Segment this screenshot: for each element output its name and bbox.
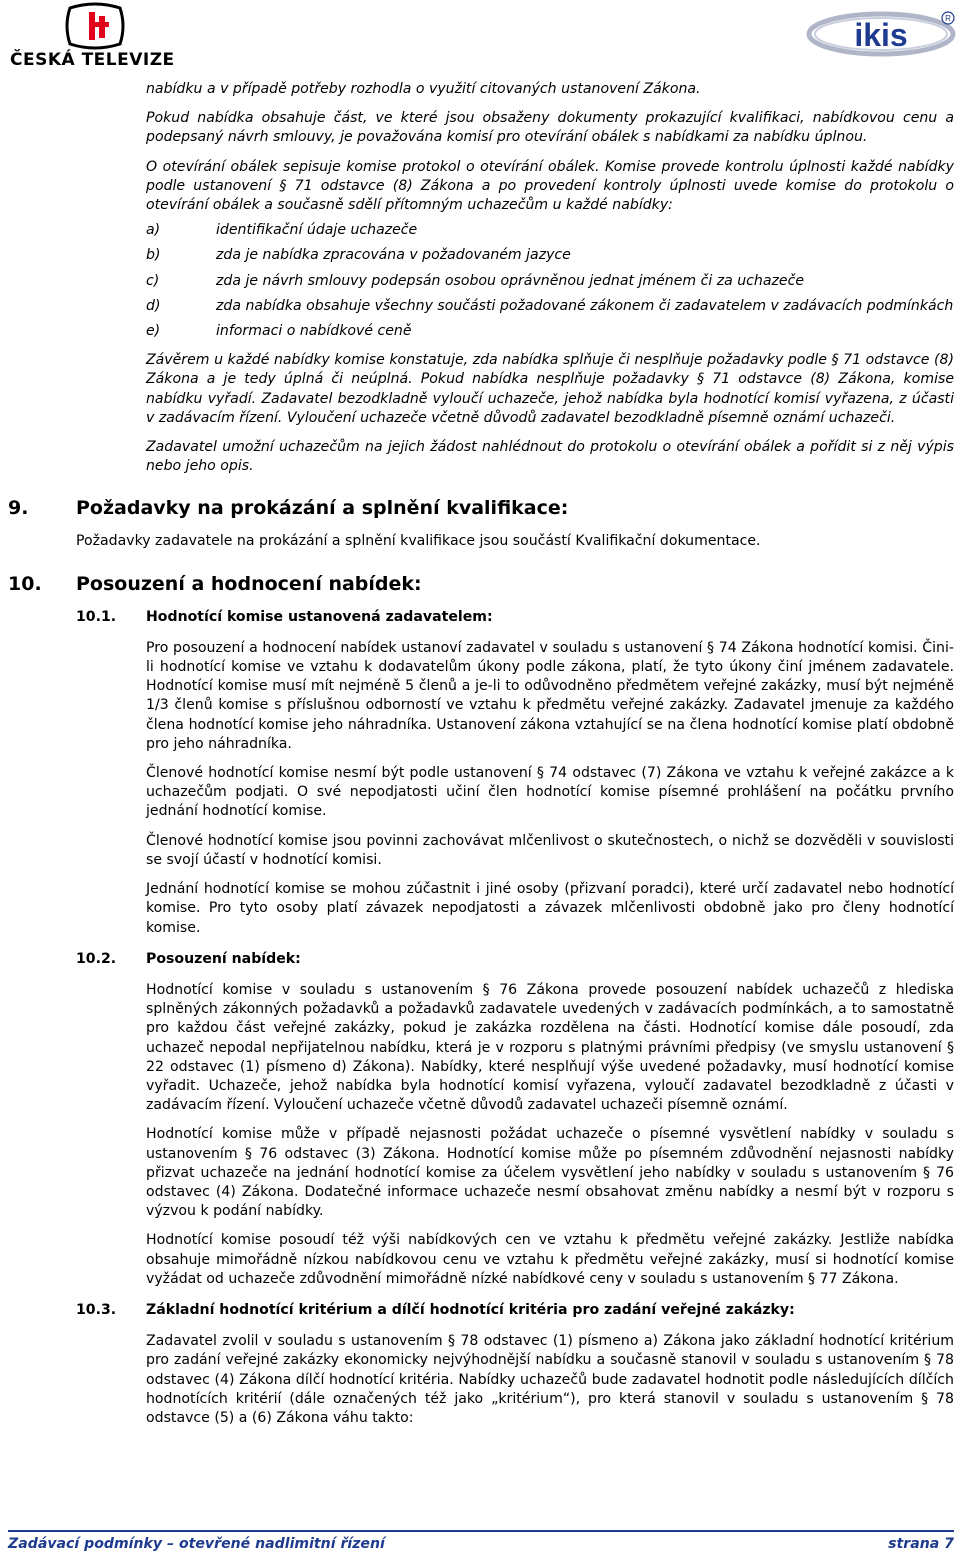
subsection-number: 10.1.: [76, 608, 117, 625]
paragraph: Jednání hodnotící komise se mohou zúčastnit i jiné osoby (přizvaní poradci), které určí zadavatel nebo hodnotící komise. Pro tyto osoby platí závazek nepodjatosti a závazek mlčenlivosti obdobně jako pro členy hodnotící komise.: [146, 881, 954, 936]
footer-page-number: strana 7: [888, 1536, 954, 1552]
section-heading-10: [8, 572, 960, 596]
list-label: d): [146, 297, 161, 314]
list-text: identifikační údaje uchazeče: [216, 222, 418, 239]
paragraph: Členové hodnotící komise jsou povinni zachovávat mlčenlivost o skutečnostech, o nichž se dozvěděli v souvislosti se svojí účastí v hodnotící komisi.: [146, 832, 954, 868]
paragraph: O otevírání obálek sepisuje komise protokol o otevírání obálek. Komise provede kontrolu úplnosti každé nabídky podle ustanovení § 71 odstavce (8) Zákona a po provedení kontroly úplnosti uvede komise do protokolu o otevírání obálek a současně sdělí přítomným uchazečům u každé nabídky:: [146, 158, 954, 214]
section-heading-9: [8, 496, 960, 520]
page-footer: [8, 1530, 954, 1552]
subsection-title: Posouzení nabídek:: [146, 950, 301, 967]
list-item: [146, 322, 954, 341]
list-text: zda nabídka obsahuje všechny součásti požadované zákonem či zadavatelem v zadávacích podmínkách: [216, 297, 954, 314]
paragraph: Pro posouzení a hodnocení nabídek ustanoví zadavatel v souladu s ustanovení § 74 Zákona hodnotící komisi. Čini-li hodnotící komise ve vztahu k dodavatelům úkony podle zákona, platí, že tyto úkony činí jménem zadavatele. Hodnotící komise musí mít nejméně 5 členů a je-li to odůvodněno předmětem veřejné zakázky, musí být nejméně 1/3 členů komise s příslušnou odborností ve vztahu k předmětu veřejné zakázky. Zadavatel jmenuje za každého člena hodnotící komise jeho náhradníka. Ustanovení zákona vztahující se na člena hodnotící komise platí obdobně pro jeho náhradníka.: [146, 639, 954, 752]
document-body: [0, 80, 960, 1428]
subsection-title: Základní hodnotící kritérium a dílčí hodnotící kritéria pro zadání veřejné zakázky:: [146, 1301, 795, 1318]
ikis-logo: [806, 8, 956, 62]
list-label: a): [146, 222, 161, 239]
paragraph: nabídku a v případě potřeby rozhodla o využití citovaných ustanovení Zákona.: [146, 81, 701, 97]
list-text: zda je návrh smlouvy podepsán osobou oprávněnou jednat jménem či za uchazeče: [216, 272, 804, 289]
subsection-heading-10-1: [76, 608, 960, 627]
section-title: Posouzení a hodnocení nabídek:: [76, 572, 422, 595]
paragraph: Hodnotící komise posoudí též výši nabídkových cen ve vztahu k předmětu veřejné zakázky. Jestliže nabídka obsahuje mimořádně nízkou nabídkovou cenu ve vztahu k předmětu veřejné zakázky, musí si hodnotící komise vyžádat od uchazeče zdůvodnění mimořádně nízké nabídkové ceny v souladu s ustanovením § 77 Zákona.: [146, 1232, 954, 1287]
section-number: 9.: [8, 497, 29, 520]
svg-text:R: R: [945, 14, 951, 23]
list-text: informaci o nabídkové ceně: [216, 323, 412, 340]
footer-document-title: Zadávací podmínky – otevřené nadlimitní řízení: [8, 1536, 385, 1552]
list-item: [146, 221, 954, 240]
subsection-heading-10-2: [76, 950, 960, 969]
svg-text:ikis: ikis: [854, 17, 908, 53]
list-text: zda je nabídka zpracována v požadovaném jazyce: [216, 247, 571, 264]
subsection-heading-10-3: [76, 1301, 960, 1320]
paragraph: Zadavatel zvolil v souladu s ustanovením § 78 odstavec (1) písmeno a) Zákona jako základní hodnotící kritérium pro zadání veřejné zakázky ekonomicky nejvýhodnější nabídku a současně stanovil v souladu s ustanovením § 78 odstavec (4) Zákona dílčí hodnotící kritéria. Nabídky uchazečů bude zadavatel hodnotit podle následujících dílčích hodnotících kritérií (dále označených též jako „kritérium“), pro která stanovil v souladu s ustanovením § 78 odstavce (5) a (6) Zákona váhu takto:: [146, 1333, 954, 1426]
subsection-number: 10.2.: [76, 950, 117, 967]
paragraph: Hodnotící komise může v případě nejasnosti požádat uchazeče o písemné vysvětlení nabídky v souladu s ustanovením § 76 odstavec (3) Zákona. Hodnotící komise může po písemném zdůvodnění nejasnosti nabídky přizvat uchazeče na jednání hodnotící komise za účelem vysvětlení jeho nabídky v souladu s ustanovením § 76 odstavec (4) Zákona. Dodatečné informace uchazeče nesmí obsahovat změnu nabídky a nesmí být v rozporu s výzvou k podání nabídky.: [146, 1126, 954, 1220]
ct-logo-text: ČESKÁ TELEVIZE: [10, 50, 175, 70]
section-number: 10.: [8, 572, 42, 595]
paragraph: Pokud nabídka obsahuje část, ve které jsou obsaženy dokumenty prokazující kvalifikaci, nabídkovou cenu a podepsaný návrh smlouvy, je považována komisí pro otevírání obálek s nabídkami za nabídku úplnou.: [146, 110, 954, 146]
section-title: Požadavky na prokázání a splnění kvalifikace:: [76, 497, 569, 520]
subsection-number: 10.3.: [76, 1301, 117, 1318]
paragraph: Požadavky zadavatele na prokázání a splnění kvalifikace jsou součástí Kvalifikační dokumentace.: [76, 533, 761, 550]
ceska-televize-logo: [8, 2, 178, 72]
list-item: [146, 297, 954, 316]
paragraph: Závěrem u každé nabídky komise konstatuje, zda nabídka splňuje či nesplňuje požadavky podle § 71 odstavce (8) Zákona a je tedy úplná či neúplná. Pokud nabídka nesplňuje požadavky § 71 odstavce (8) Zákona, komise nabídku vyřadí. Zadavatel bezodkladně vyloučí uchazeče, jehož nabídka byla hodnotící komisí vyřazena, z účasti v zadávacím řízení. Vyloučení uchazeče včetně důvodů zadavatel bezodkladně písemně oznámí uchazeči.: [146, 352, 954, 426]
list-label: e): [146, 323, 161, 340]
paragraph: Členové hodnotící komise nesmí být podle ustanovení § 74 odstavec (7) Zákona ve vztahu k veřejné zakázce a k uchazečům podjati. O své nepodjatosti učiní člen hodnotící komise písemné prohlášení na počátku prvního jednání hodnotící komise.: [146, 765, 954, 820]
paragraph: Zadavatel umožní uchazečům na jejich žádost nahlédnout do protokolu o otevírání obálek a pořídit si z něj výpis nebo jeho opis.: [146, 439, 954, 475]
list-label: c): [146, 272, 160, 289]
list-item: [146, 272, 954, 291]
list-label: b): [146, 247, 161, 264]
list-item: [146, 246, 954, 265]
ct-tv-icon: [62, 2, 128, 50]
paragraph: Hodnotící komise v souladu s ustanovením § 76 Zákona provede posouzení nabídek uchazečů z hlediska splněných zákonných požadavků a požadavků zadavatele uvedených v zadávacích podmínkách, a to samostatně pro každou část veřejné zakázky, pokud je zakázka rozdělena na části. Hodnotící komise dále posoudí, zda uchazeč nepodal nepřijatelnou nabídku, která je v rozporu s platnými právními předpisy (ve smyslu ustanovení § 22 odstavec (1) písmeno d) Zákona). Nabídky, které nesplňují výše uvedené požadavky, musí hodnotící komise vyřadit. Uchazeče, jehož nabídka byla hodnotící komisí vyřazena, vyloučí zadavatel bezodkladně z účasti v zadávacím řízení. Vyloučení uchazeče včetně důvodů zadavatel uchazeči písemně oznámí.: [146, 981, 954, 1114]
subsection-title: Hodnotící komise ustanovená zadavatelem:: [146, 608, 493, 625]
